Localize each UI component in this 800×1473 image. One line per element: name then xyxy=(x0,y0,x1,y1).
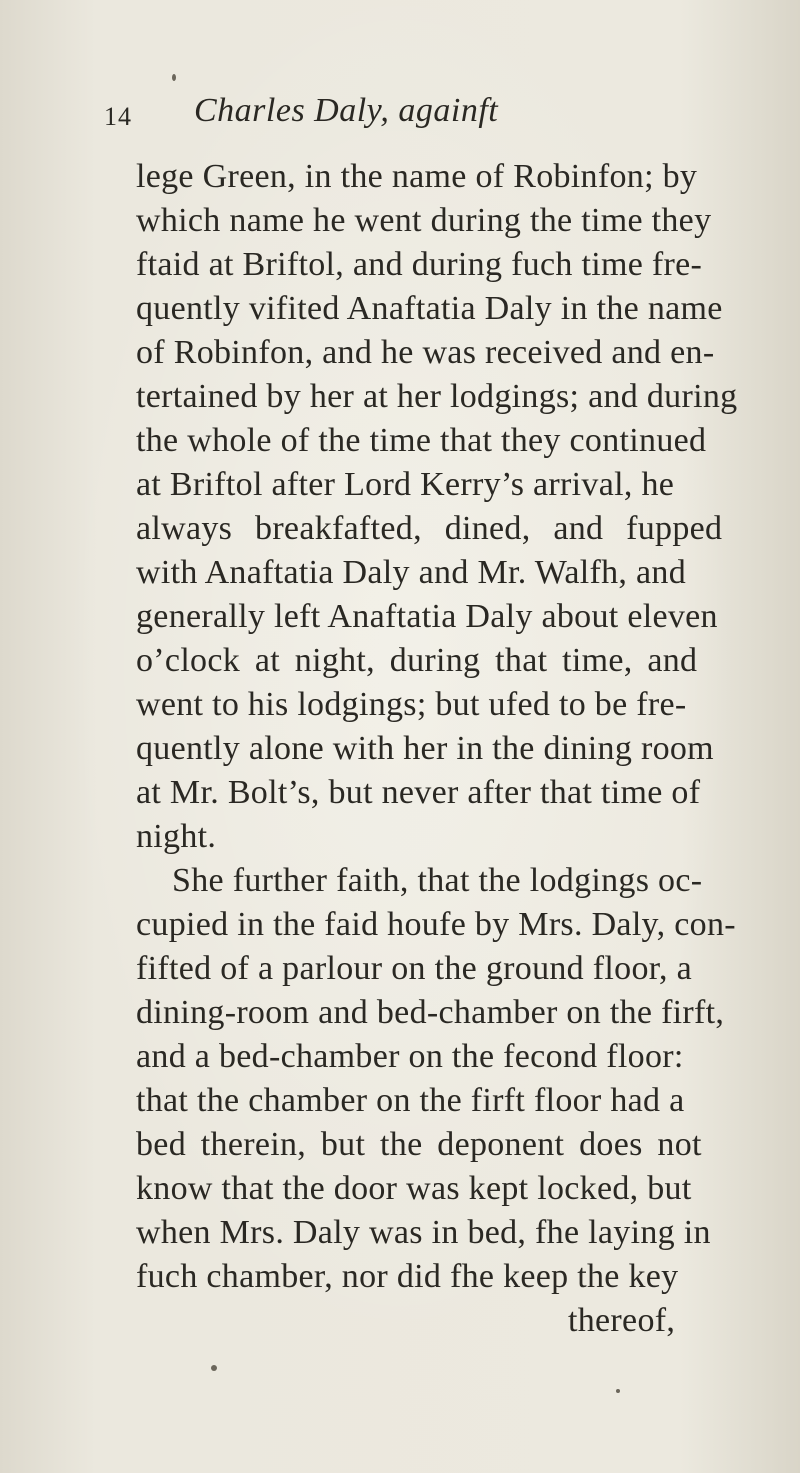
paper-speck xyxy=(172,74,176,81)
page-header xyxy=(104,92,704,142)
text-line: bed therein, but the deponent does not xyxy=(136,1126,702,1163)
text-line: that the chamber on the firft floor had a xyxy=(136,1082,685,1119)
catchword: thereof, xyxy=(568,1302,676,1339)
text-line: dining-room and bed-chamber on the firft, xyxy=(136,994,725,1031)
text-line: when Mrs. Daly was in bed, fhe laying in xyxy=(136,1214,711,1251)
text-line: at Briftol after Lord Kerry’s arrival, he xyxy=(136,466,675,503)
text-line: generally left Anaftatia Daly about eleven xyxy=(136,598,718,635)
text-line: which name he went during the time they xyxy=(136,202,712,239)
text-line: of Robinfon, and he was received and en- xyxy=(136,334,715,371)
text-line: quently vifited Anaftatia Daly in the name xyxy=(136,290,723,327)
text-line: went to his lodgings; but ufed to be fre- xyxy=(136,686,687,723)
text-line: at Mr. Bolt’s, but never after that time of xyxy=(136,774,701,811)
text-line: fuch chamber, nor did fhe keep the key xyxy=(136,1258,679,1295)
text-line: o’clock at night, during that time, and xyxy=(136,642,698,679)
text-line: cupied in the faid houfe by Mrs. Daly, con- xyxy=(136,906,736,943)
text-line: with Anaftatia Daly and Mr. Walfh, and xyxy=(136,554,687,591)
paper-speck xyxy=(616,1389,620,1393)
text-line: night. xyxy=(136,818,217,855)
text-line: tertained by her at her lodgings; and during xyxy=(136,378,738,415)
text-line: the whole of the time that they continued xyxy=(136,422,707,459)
text-line: ftaid at Briftol, and during fuch time fre- xyxy=(136,246,703,283)
text-line: always breakfafted, dined, and fupped xyxy=(136,510,723,547)
text-line: lege Green, in the name of Robinfon; by xyxy=(136,158,698,195)
text-line: know that the door was kept locked, but xyxy=(136,1170,692,1207)
text-line: fifted of a parlour on the ground floor, a xyxy=(136,950,693,987)
page-number: 14 xyxy=(104,102,132,131)
text-line: She further faith, that the lodgings oc- xyxy=(172,862,703,899)
text-line: and a bed-chamber on the fecond floor: xyxy=(136,1038,684,1075)
text-line: quently alone with her in the dining room xyxy=(136,730,714,767)
paper-speck xyxy=(211,1365,217,1371)
running-head: Charles Daly, againft xyxy=(194,92,499,129)
